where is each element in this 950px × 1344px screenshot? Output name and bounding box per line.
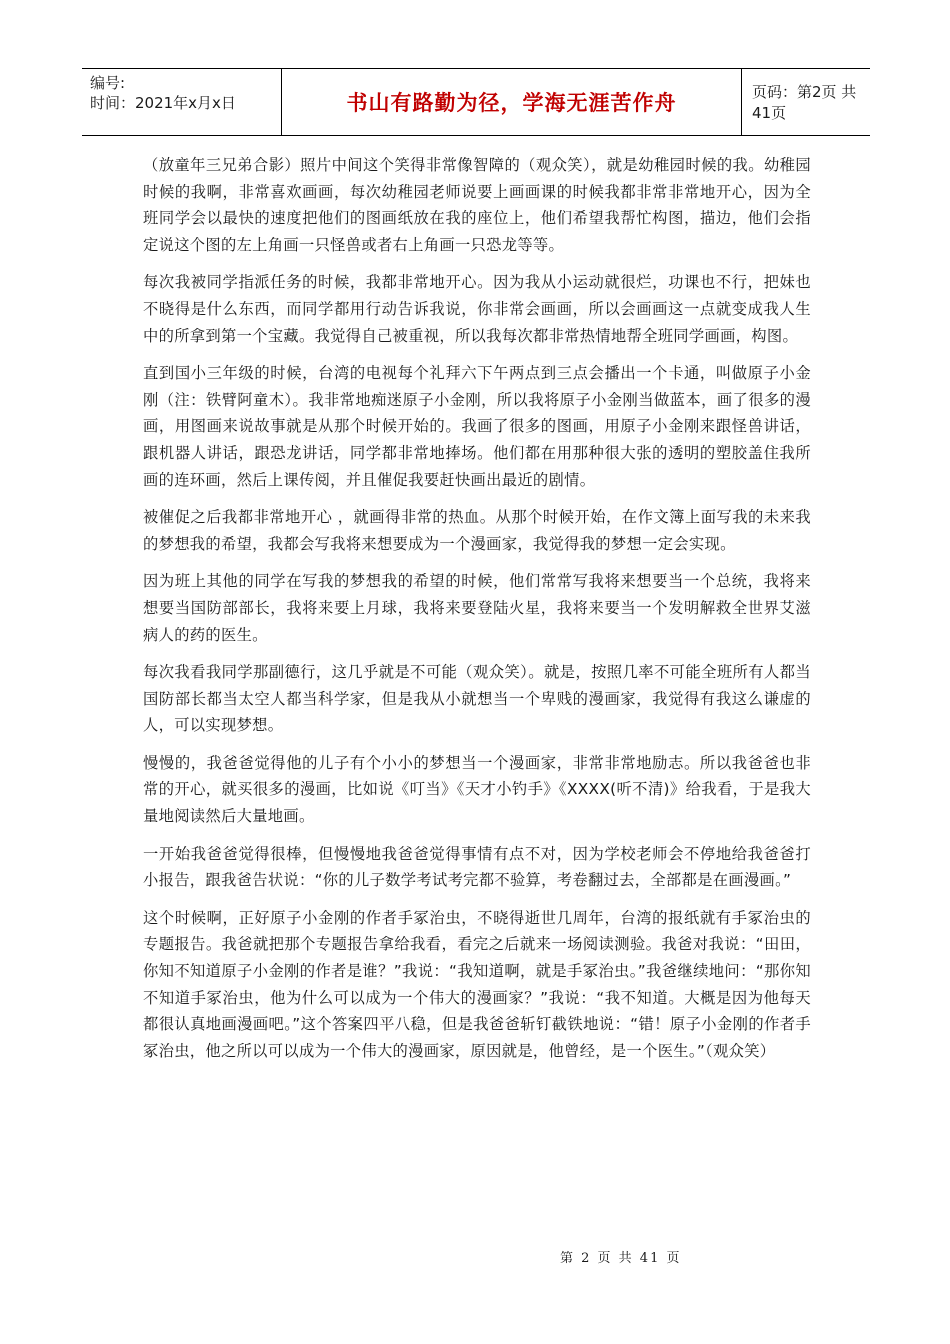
- page-footer: 第 2 页 共 41 页: [560, 1251, 682, 1266]
- paragraph: 被催促之后我都非常地开心 ，就画得非常的热血。从那个时候开始，在作文簿上面写我的未来我的梦想我的希望，我都会写我将来想要成为一个漫画家，我觉得我的梦想一定会实现。: [143, 508, 811, 553]
- page-header: [82, 68, 870, 136]
- header-meta: [82, 69, 282, 135]
- paragraph: 每次我看我同学那副德行，这几乎就是不可能（观众笑）。就是，按照几率不可能全班所有人都当国防部长都当太空人都当科学家，但是我从小就想当一个卑贱的漫画家，我觉得有我这么谦虚的人，可以实现梦想。: [143, 663, 811, 735]
- paragraph: 慢慢的，我爸爸觉得他的儿子有个小小的梦想当一个漫画家，非常非常地励志。所以我爸爸也非常的开心，就买很多的漫画，比如说《叮当》《天才小钓手》《XXXX(听不清)》给我看，于是我大量地阅读然后大量地画。: [143, 753, 811, 826]
- document-body: [143, 152, 811, 1075]
- header-motto: 书山有路勤为径，学海无涯苦作舟: [282, 69, 742, 135]
- paragraph: 每次我被同学指派任务的时候，我都非常地开心。因为我从小运动就很烂，功课也不行，把妹也不晓得是什么东西，而同学都用行动告诉我说，你非常会画画，所以会画画这一点就变成我人生中的所拿到第一个宝藏。我觉得自己被重视，所以我每次都非常热情地帮全班同学画画，构图。: [143, 273, 811, 345]
- paragraph: 直到国小三年级的时候，台湾的电视每个礼拜六下午两点到三点会播出一个卡通，叫做原子小金刚（注：铁臂阿童木）。我非常地痴迷原子小金刚，所以我将原子小金刚当做蓝本，画了很多的漫画，用图画来说故事就是从那个时候开始的。我画了很多的图画，用原子小金刚来跟怪兽讲话，跟机器人讲话，跟恐龙讲话，同学都非常地捧场。他们都在用那种很大张的透明的塑胶盖住我所画的连环画，然后上课传阅，并且催促我要赶快画出最近的剧情。: [143, 364, 811, 489]
- paragraph: 因为班上其他的同学在写我的梦想我的希望的时候，他们常常写我将来想要当一个总统，我将来想要当国防部部长，我将来要上月球，我将来要登陆火星，我将来要当一个发明解救全世界艾滋病人的药的医生。: [143, 572, 811, 644]
- time-label: 时间：2021年x月x日: [90, 94, 236, 112]
- serial-label: 编号:: [90, 74, 126, 92]
- paragraph: （放童年三兄弟合影）照片中间这个笑得非常像智障的（观众笑），就是幼稚园时候的我。幼稚园时候的我啊，非常喜欢画画，每次幼稚园老师说要上画画课的时候我都非常非常地开心，因为全班同学会以最快的速度把他们的图画纸放在我的座位上，他们希望我帮忙构图，描边，他们会指定说这个图的左上角画一只怪兽或者右上角画一只恐龙等等。: [143, 156, 811, 254]
- paragraph: 一开始我爸爸觉得很棒，但慢慢地我爸爸觉得事情有点不对，因为学校老师会不停地给我爸爸打小报告，跟我爸告状说：“你的儿子数学考试考完都不验算，考卷翻过去，全部都是在画漫画。”: [143, 844, 811, 890]
- header-page-number: 页码：第2页 共41页: [752, 83, 857, 122]
- paragraph: 这个时候啊，正好原子小金刚的作者手冢治虫，不晓得逝世几周年，台湾的报纸就有手冢治虫的专题报告。我爸就把那个专题报告拿给我看，看完之后就来一场阅读测验。我爸对我说：“田田，你知不知道原子小金刚的作者是谁？”我说：“我知道啊，就是手冢治虫。”我爸继续地问：“那你知不知道手冢治虫，他为什么可以成为一个伟大的漫画家？”我说：“我不知道。大概是因为他每天都很认真地画漫画吧。”这个答案四平八稳，但是我爸爸斩钉截铁地说：“错！原子小金刚的作者手冢治虫，他之所以可以成为一个伟大的漫画家，原因就是，他曾经，是一个医生。”（观众笑）: [143, 908, 811, 1060]
